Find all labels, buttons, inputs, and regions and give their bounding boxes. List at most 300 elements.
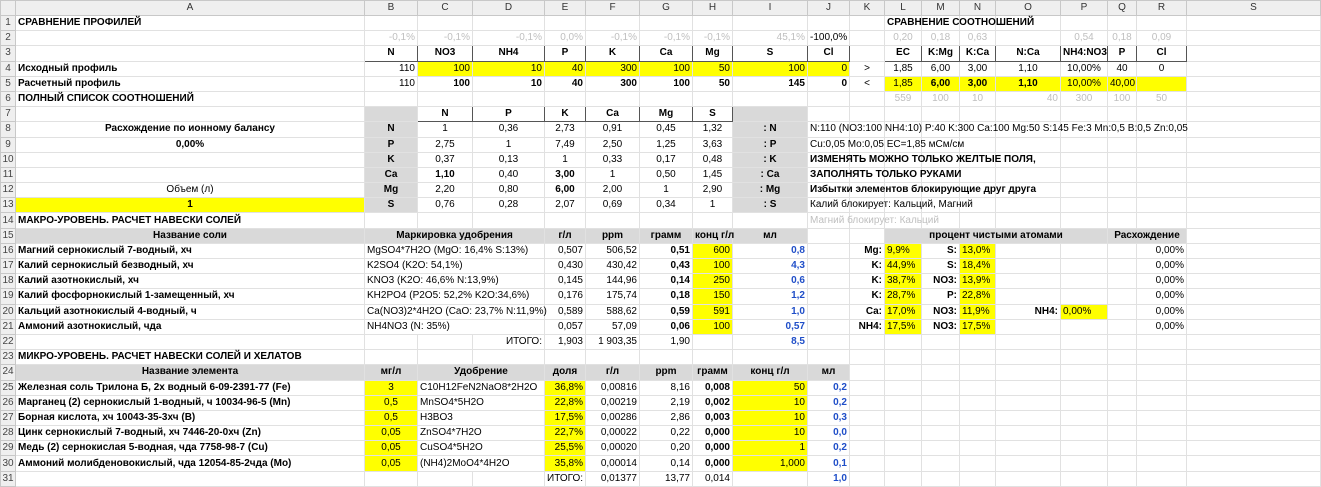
sheet-cell[interactable]: 11,9% [960, 304, 996, 319]
sheet-cell[interactable]: 3,00 [545, 167, 586, 182]
sheet-cell[interactable]: доля [545, 365, 586, 380]
sheet-cell[interactable]: 0,33 [586, 152, 640, 167]
row-header[interactable]: 14 [1, 213, 16, 228]
sheet-cell[interactable]: 50 [1137, 91, 1187, 106]
sheet-cell[interactable]: 100 [693, 259, 733, 274]
sheet-cell[interactable]: 36,8% [545, 380, 586, 395]
sheet-cell[interactable] [850, 380, 885, 395]
sheet-cell[interactable]: 300 [586, 76, 640, 91]
sheet-cell[interactable] [960, 350, 996, 365]
sheet-cell[interactable]: 1 [733, 441, 808, 456]
sheet-cell[interactable]: 300 [586, 61, 640, 76]
sheet-cell[interactable] [16, 152, 365, 167]
sheet-cell[interactable]: 300 [1061, 91, 1108, 106]
sheet-cell[interactable]: 44,9% [885, 259, 922, 274]
sheet-cell[interactable] [1061, 152, 1108, 167]
sheet-cell[interactable]: 0,00286 [586, 410, 640, 425]
sheet-cell[interactable]: 0,6 [733, 274, 808, 289]
sheet-cell[interactable] [693, 350, 733, 365]
sheet-cell[interactable]: Калий блокирует: Кальций, Магний [808, 198, 850, 213]
sheet-cell[interactable]: 10 [733, 395, 808, 410]
column-header[interactable]: C [418, 1, 473, 16]
sheet-cell[interactable]: 0,40 [473, 167, 545, 182]
sheet-cell[interactable]: 100 [733, 61, 808, 76]
row-header[interactable]: 31 [1, 471, 16, 486]
sheet-cell[interactable]: 0,0 [808, 426, 850, 441]
sheet-cell[interactable]: 0,05 [365, 441, 418, 456]
sheet-cell[interactable] [1187, 198, 1321, 213]
sheet-cell[interactable] [1137, 426, 1187, 441]
sheet-cell[interactable]: 6,00 [922, 76, 960, 91]
sheet-cell[interactable]: 0,00816 [586, 380, 640, 395]
sheet-cell[interactable] [1187, 183, 1321, 198]
sheet-cell[interactable]: P [365, 137, 418, 152]
sheet-cell[interactable]: 1,90 [640, 334, 693, 349]
sheet-cell[interactable]: > [850, 61, 885, 76]
sheet-cell[interactable] [1108, 304, 1137, 319]
sheet-cell[interactable]: NH4 [473, 46, 545, 61]
sheet-cell[interactable] [885, 395, 922, 410]
column-header[interactable]: J [808, 1, 850, 16]
sheet-cell[interactable]: 0,057 [545, 319, 586, 334]
sheet-cell[interactable] [960, 410, 996, 425]
sheet-cell[interactable] [885, 350, 922, 365]
sheet-cell[interactable]: ИТОГО: [473, 334, 545, 349]
sheet-cell[interactable]: 0,20 [885, 31, 922, 46]
sheet-cell[interactable] [586, 213, 640, 228]
sheet-cell[interactable]: 50 [733, 380, 808, 395]
sheet-cell[interactable] [1108, 395, 1137, 410]
sheet-cell[interactable]: мл [733, 228, 808, 243]
sheet-cell[interactable]: 0,2 [808, 380, 850, 395]
sheet-cell[interactable]: ИТОГО: [545, 471, 586, 486]
sheet-cell[interactable] [1108, 243, 1137, 258]
sheet-cell[interactable]: (NH4)2MoO4*4H2O [418, 456, 545, 471]
column-header[interactable]: B [365, 1, 418, 16]
sheet-cell[interactable] [1108, 259, 1137, 274]
sheet-cell[interactable] [1137, 380, 1187, 395]
sheet-cell[interactable]: 1 903,35 [586, 334, 640, 349]
sheet-cell[interactable] [1137, 456, 1187, 471]
sheet-cell[interactable]: 0,06 [640, 319, 693, 334]
sheet-cell[interactable]: P: [922, 289, 960, 304]
sheet-cell[interactable] [960, 107, 996, 122]
sheet-cell[interactable] [365, 213, 418, 228]
sheet-cell[interactable] [960, 471, 996, 486]
row-header[interactable]: 3 [1, 46, 16, 61]
sheet-cell[interactable]: Ca(NO3)2*4H2O (CaO: 23,7% N:11,9%) [365, 304, 545, 319]
sheet-cell[interactable] [733, 91, 808, 106]
sheet-cell[interactable]: 8,16 [640, 380, 693, 395]
sheet-cell[interactable] [733, 107, 808, 122]
sheet-cell[interactable] [1108, 137, 1137, 152]
sheet-cell[interactable] [808, 334, 850, 349]
row-header[interactable]: 15 [1, 228, 16, 243]
sheet-cell[interactable]: Маркировка удобрения [365, 228, 545, 243]
sheet-cell[interactable]: 559 [885, 91, 922, 106]
sheet-cell[interactable] [418, 213, 473, 228]
sheet-cell[interactable] [885, 380, 922, 395]
sheet-cell[interactable] [365, 107, 418, 122]
sheet-cell[interactable] [1108, 319, 1137, 334]
sheet-cell[interactable]: N [365, 122, 418, 137]
sheet-cell[interactable] [885, 441, 922, 456]
row-header[interactable]: 30 [1, 456, 16, 471]
sheet-cell[interactable]: 0,00014 [586, 456, 640, 471]
sheet-cell[interactable] [1187, 259, 1321, 274]
sheet-cell[interactable]: NO3: [922, 319, 960, 334]
sheet-cell[interactable]: 1,000 [733, 456, 808, 471]
column-header[interactable]: K [850, 1, 885, 16]
sheet-cell[interactable] [1061, 471, 1108, 486]
row-header[interactable]: 5 [1, 76, 16, 91]
sheet-cell[interactable]: Cu:0,05 Mo:0,05 EC=1,85 мСм/см [808, 137, 850, 152]
column-header[interactable]: E [545, 1, 586, 16]
column-header[interactable]: G [640, 1, 693, 16]
sheet-cell[interactable]: Mg: [850, 243, 885, 258]
sheet-cell[interactable]: 0,00020 [586, 441, 640, 456]
sheet-cell[interactable] [1187, 137, 1321, 152]
sheet-cell[interactable]: 100 [640, 61, 693, 76]
column-header[interactable]: F [586, 1, 640, 16]
row-header[interactable]: 23 [1, 350, 16, 365]
sheet-cell[interactable] [1187, 319, 1321, 334]
sheet-cell[interactable] [1108, 334, 1137, 349]
sheet-cell[interactable]: 1,32 [693, 122, 733, 137]
sheet-cell[interactable] [1061, 137, 1108, 152]
sheet-cell[interactable]: СРАВНЕНИЕ ПРОФИЛЕЙ [16, 16, 365, 31]
column-header[interactable]: M [922, 1, 960, 16]
sheet-cell[interactable]: 110 [365, 61, 418, 76]
sheet-cell[interactable] [1108, 152, 1137, 167]
sheet-cell[interactable]: Расхождение по ионному балансу [16, 122, 365, 137]
sheet-cell[interactable]: 0,2 [808, 441, 850, 456]
sheet-cell[interactable]: : P [733, 137, 808, 152]
sheet-cell[interactable] [1187, 76, 1321, 91]
sheet-cell[interactable]: 1,0 [808, 471, 850, 486]
sheet-cell[interactable] [1108, 289, 1137, 304]
sheet-cell[interactable] [1108, 274, 1137, 289]
row-header[interactable]: 27 [1, 410, 16, 425]
sheet-cell[interactable]: 0,00219 [586, 395, 640, 410]
sheet-cell[interactable]: 2,07 [545, 198, 586, 213]
row-header[interactable]: 17 [1, 259, 16, 274]
sheet-cell[interactable]: K [545, 107, 586, 122]
row-header[interactable]: 7 [1, 107, 16, 122]
sheet-cell[interactable]: 0,2 [808, 395, 850, 410]
sheet-cell[interactable] [960, 456, 996, 471]
sheet-cell[interactable]: NO3: [922, 274, 960, 289]
sheet-cell[interactable] [1187, 152, 1321, 167]
row-header[interactable]: 16 [1, 243, 16, 258]
sheet-cell[interactable]: Расхождение [1108, 228, 1187, 243]
sheet-cell[interactable]: ppm [586, 228, 640, 243]
sheet-cell[interactable] [733, 471, 808, 486]
sheet-cell[interactable]: 0,80 [473, 183, 545, 198]
sheet-cell[interactable]: 0,0% [545, 31, 586, 46]
sheet-cell[interactable] [1108, 410, 1137, 425]
sheet-cell[interactable] [996, 213, 1061, 228]
sheet-cell[interactable]: K [586, 46, 640, 61]
sheet-cell[interactable]: 0,76 [418, 198, 473, 213]
sheet-cell[interactable]: конц г/л [693, 228, 733, 243]
sheet-cell[interactable] [850, 471, 885, 486]
sheet-cell[interactable]: 8,5 [733, 334, 808, 349]
sheet-cell[interactable] [996, 350, 1061, 365]
sheet-cell[interactable] [1108, 167, 1137, 182]
sheet-cell[interactable] [1137, 471, 1187, 486]
sheet-cell[interactable]: K [365, 152, 418, 167]
sheet-cell[interactable]: EC [885, 46, 922, 61]
row-header[interactable]: 18 [1, 274, 16, 289]
sheet-cell[interactable]: ЗАПОЛНЯТЬ ТОЛЬКО РУКАМИ [808, 167, 850, 182]
sheet-cell[interactable] [808, 91, 850, 106]
sheet-cell[interactable]: 0,000 [693, 441, 733, 456]
sheet-cell[interactable] [545, 350, 586, 365]
column-header[interactable]: D [473, 1, 545, 16]
column-header[interactable]: S [1187, 1, 1321, 16]
sheet-cell[interactable] [1137, 410, 1187, 425]
sheet-cell[interactable]: N:Ca [996, 46, 1061, 61]
sheet-cell[interactable] [640, 16, 693, 31]
sheet-cell[interactable]: Аммоний азотнокислый, чда [16, 319, 365, 334]
sheet-cell[interactable]: 10,00% [1061, 76, 1108, 91]
sheet-cell[interactable]: 17,0% [885, 304, 922, 319]
sheet-cell[interactable]: 100 [640, 76, 693, 91]
sheet-cell[interactable]: 0,48 [693, 152, 733, 167]
sheet-cell[interactable] [808, 304, 850, 319]
sheet-cell[interactable] [922, 365, 960, 380]
sheet-cell[interactable]: Магний сернокислый 7-водный, хч [16, 243, 365, 258]
sheet-cell[interactable] [1187, 274, 1321, 289]
sheet-cell[interactable] [1061, 456, 1108, 471]
sheet-cell[interactable]: K: [850, 274, 885, 289]
sheet-cell[interactable]: K: [850, 289, 885, 304]
sheet-cell[interactable]: -0,1% [473, 31, 545, 46]
column-header[interactable]: R [1137, 1, 1187, 16]
sheet-cell[interactable] [996, 365, 1061, 380]
sheet-cell[interactable]: Объем (л) [16, 183, 365, 198]
sheet-cell[interactable]: ПОЛНЫЙ СПИСОК СООТНОШЕНИЙ [16, 91, 365, 106]
sheet-cell[interactable] [586, 91, 640, 106]
sheet-cell[interactable]: 1,10 [418, 167, 473, 182]
sheet-cell[interactable]: 0,28 [473, 198, 545, 213]
sheet-cell[interactable] [733, 213, 808, 228]
sheet-cell[interactable]: Железная соль Трилона Б, 2х водный 6-09-2391-77 (Fe) [16, 380, 365, 395]
sheet-cell[interactable]: 0,37 [418, 152, 473, 167]
sheet-cell[interactable] [996, 441, 1061, 456]
sheet-cell[interactable]: 2,90 [693, 183, 733, 198]
sheet-cell[interactable]: Расчетный профиль [16, 76, 365, 91]
sheet-cell[interactable] [365, 334, 418, 349]
sheet-cell[interactable]: 3,00 [960, 76, 996, 91]
sheet-cell[interactable]: ИЗМЕНЯТЬ МОЖНО ТОЛЬКО ЖЕЛТЫЕ ПОЛЯ, [808, 152, 850, 167]
sheet-cell[interactable] [808, 289, 850, 304]
sheet-cell[interactable] [365, 471, 418, 486]
sheet-cell[interactable]: 10 [733, 426, 808, 441]
column-header[interactable]: O [996, 1, 1061, 16]
sheet-cell[interactable]: NH4: [850, 319, 885, 334]
sheet-cell[interactable] [1137, 213, 1187, 228]
sheet-cell[interactable] [1187, 16, 1321, 31]
sheet-cell[interactable]: Калий азотнокислый, хч [16, 274, 365, 289]
sheet-cell[interactable]: 250 [693, 274, 733, 289]
sheet-cell[interactable] [850, 441, 885, 456]
sheet-cell[interactable] [850, 228, 885, 243]
sheet-cell[interactable] [1187, 167, 1321, 182]
column-header[interactable]: L [885, 1, 922, 16]
sheet-cell[interactable]: H3BO3 [418, 410, 545, 425]
sheet-cell[interactable] [16, 334, 365, 349]
sheet-cell[interactable] [1108, 456, 1137, 471]
sheet-cell[interactable] [922, 456, 960, 471]
sheet-cell[interactable]: K: [850, 259, 885, 274]
sheet-cell[interactable]: 1,10 [996, 61, 1061, 76]
sheet-cell[interactable] [1187, 243, 1321, 258]
sheet-cell[interactable]: -0,1% [640, 31, 693, 46]
sheet-cell[interactable] [1187, 410, 1321, 425]
sheet-cell[interactable] [960, 426, 996, 441]
sheet-cell[interactable] [1061, 289, 1108, 304]
sheet-cell[interactable]: Медь (2) сернокислая 5-водная, чда 7758-98-7 (Cu) [16, 441, 365, 456]
sheet-cell[interactable]: 0,003 [693, 410, 733, 425]
sheet-cell[interactable] [850, 410, 885, 425]
sheet-cell[interactable]: 0,45 [640, 122, 693, 137]
sheet-cell[interactable] [473, 213, 545, 228]
sheet-cell[interactable]: NO3 [418, 46, 473, 61]
sheet-cell[interactable]: 10 [473, 76, 545, 91]
sheet-cell[interactable] [996, 107, 1061, 122]
sheet-cell[interactable] [996, 243, 1061, 258]
sheet-cell[interactable]: 100 [1108, 91, 1137, 106]
sheet-cell[interactable]: : N [733, 122, 808, 137]
sheet-cell[interactable] [996, 456, 1061, 471]
sheet-cell[interactable]: 0,91 [586, 122, 640, 137]
sheet-cell[interactable]: K:Ca [960, 46, 996, 61]
sheet-cell[interactable]: 22,8% [960, 289, 996, 304]
sheet-cell[interactable] [1137, 365, 1187, 380]
sheet-cell[interactable] [850, 31, 885, 46]
sheet-cell[interactable] [850, 350, 885, 365]
sheet-cell[interactable] [996, 426, 1061, 441]
sheet-cell[interactable] [1187, 380, 1321, 395]
sheet-cell[interactable]: P [473, 107, 545, 122]
sheet-cell[interactable] [996, 410, 1061, 425]
sheet-cell[interactable]: 2,19 [640, 395, 693, 410]
sheet-cell[interactable]: Mg [693, 46, 733, 61]
sheet-cell[interactable]: г/л [545, 228, 586, 243]
row-header[interactable]: 22 [1, 334, 16, 349]
sheet-cell[interactable]: P [545, 46, 586, 61]
sheet-cell[interactable]: 0,43 [640, 259, 693, 274]
sheet-cell[interactable]: Цинк сернокислый 7-водный, хч 7446-20-0хч (Zn) [16, 426, 365, 441]
sheet-cell[interactable] [1137, 183, 1187, 198]
sheet-cell[interactable]: 0 [1137, 61, 1187, 76]
sheet-cell[interactable] [1137, 334, 1187, 349]
sheet-cell[interactable]: 13,0% [960, 243, 996, 258]
sheet-cell[interactable] [1061, 107, 1108, 122]
sheet-cell[interactable]: 0,002 [693, 395, 733, 410]
sheet-cell[interactable] [922, 471, 960, 486]
sheet-cell[interactable]: 0,34 [640, 198, 693, 213]
sheet-cell[interactable]: 1,10 [996, 76, 1061, 91]
sheet-cell[interactable] [1137, 76, 1187, 91]
sheet-cell[interactable] [996, 289, 1061, 304]
sheet-cell[interactable]: 1 [640, 183, 693, 198]
sheet-cell[interactable]: 2,86 [640, 410, 693, 425]
row-header[interactable]: 8 [1, 122, 16, 137]
sheet-cell[interactable]: MnSO4*5H2O [418, 395, 545, 410]
sheet-cell[interactable]: 0,63 [960, 31, 996, 46]
sheet-cell[interactable]: 0,00% [1137, 319, 1187, 334]
sheet-cell[interactable]: : S [733, 198, 808, 213]
column-header[interactable]: A [16, 1, 365, 16]
sheet-cell[interactable]: 0,01377 [586, 471, 640, 486]
sheet-cell[interactable]: 0,5 [365, 410, 418, 425]
sheet-cell[interactable]: 4,3 [733, 259, 808, 274]
sheet-cell[interactable]: 0,00% [1137, 304, 1187, 319]
sheet-cell[interactable] [418, 350, 473, 365]
sheet-cell[interactable]: мг/л [365, 365, 418, 380]
sheet-cell[interactable] [418, 471, 473, 486]
row-header[interactable]: 12 [1, 183, 16, 198]
sheet-cell[interactable]: Cl [1137, 46, 1187, 61]
sheet-cell[interactable]: C10H12FeN2NaO8*2H2O [418, 380, 545, 395]
sheet-cell[interactable]: Ca [640, 46, 693, 61]
sheet-cell[interactable]: Название соли [16, 228, 365, 243]
sheet-cell[interactable] [473, 471, 545, 486]
sheet-cell[interactable]: ZnSO4*7H2O [418, 426, 545, 441]
sheet-cell[interactable] [960, 441, 996, 456]
sheet-cell[interactable] [693, 334, 733, 349]
column-header[interactable]: P [1061, 1, 1108, 16]
sheet-cell[interactable] [1137, 395, 1187, 410]
sheet-cell[interactable] [1061, 365, 1108, 380]
sheet-cell[interactable] [996, 198, 1061, 213]
sheet-cell[interactable]: 1 [693, 198, 733, 213]
sheet-cell[interactable] [922, 380, 960, 395]
sheet-cell[interactable] [1187, 122, 1321, 137]
sheet-cell[interactable] [1061, 319, 1108, 334]
sheet-cell[interactable] [808, 228, 850, 243]
sheet-cell[interactable]: 2,73 [545, 122, 586, 137]
sheet-cell[interactable]: 0,50 [640, 167, 693, 182]
sheet-cell[interactable]: 110 [365, 76, 418, 91]
sheet-cell[interactable]: 50 [693, 76, 733, 91]
sheet-cell[interactable] [1061, 274, 1108, 289]
sheet-cell[interactable] [850, 334, 885, 349]
sheet-cell[interactable]: N [365, 46, 418, 61]
sheet-cell[interactable]: 10,00% [1061, 61, 1108, 76]
sheet-cell[interactable]: 0,51 [640, 243, 693, 258]
sheet-cell[interactable]: 17,5% [885, 319, 922, 334]
sheet-cell[interactable]: 0,145 [545, 274, 586, 289]
sheet-cell[interactable] [922, 107, 960, 122]
sheet-cell[interactable]: 0,00% [1137, 274, 1187, 289]
sheet-cell[interactable] [996, 274, 1061, 289]
sheet-cell[interactable]: 6,00 [922, 61, 960, 76]
sheet-cell[interactable] [996, 31, 1061, 46]
sheet-cell[interactable]: 600 [693, 243, 733, 258]
sheet-cell[interactable] [1061, 16, 1108, 31]
sheet-cell[interactable] [640, 213, 693, 228]
sheet-cell[interactable] [733, 350, 808, 365]
sheet-cell[interactable]: 57,09 [586, 319, 640, 334]
sheet-cell[interactable]: Марганец (2) сернокислый 1-водный, ч 10034-96-5 (Mn) [16, 395, 365, 410]
sheet-cell[interactable]: 13,9% [960, 274, 996, 289]
sheet-cell[interactable]: Ca: [850, 304, 885, 319]
sheet-cell[interactable] [996, 167, 1061, 182]
